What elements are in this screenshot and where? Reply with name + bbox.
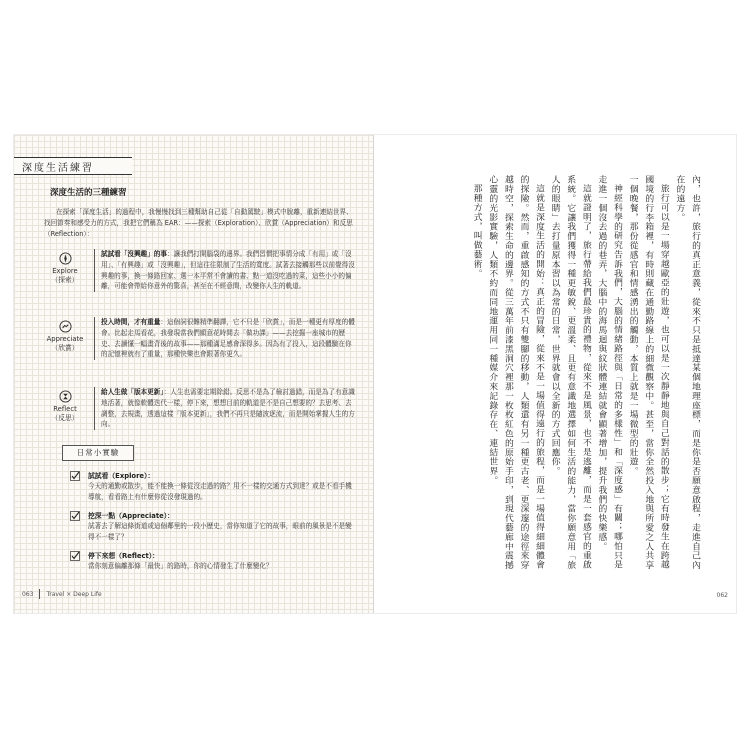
- right-page-number: 062: [716, 592, 728, 599]
- paragraph: 神經科學的研究告訴我們，大腦的情緒路徑與「日常的多樣性」和「深度感」有關；哪怕只是走進一個沒去過的巷弄，大腦中的海馬迴與紋狀體連結就會顯著增加，提升我們的快樂感。: [596, 175, 623, 570]
- paragraph: 旅行可以是一場穿越歐亞的壯遊，也可以是一次靜靜地與自己對話的散步；它有時發生在跨越國境的行李箱裡，有時則藏在通勤路線上的細微觀察中。甚至，當你全然投入地與所愛之人共享一個晚餐，那份從感官和情感湧出的觸動，本質上就是一場微型的壯遊。: [627, 175, 669, 570]
- mode-label-zh: （欣賞）: [51, 344, 79, 352]
- mode-label-zh: （探索）: [51, 276, 79, 284]
- mode-body: ：這個詞很難精準翻譯，它不只是「欣賞」，而是一種更有厚度的體會。比起走馬看花，我發現當我們願意花時間去「做功課」——去挖掘一座城市的歷史、去讀懂一幅畫背後的故事——那種滿足感會深得多。因為有了投入，這段體驗在你的記憶裡就有了重量，那種快樂也會跟著你更久。: [101, 318, 355, 359]
- checkbox-icon: [70, 471, 80, 481]
- book-spread: [14, 135, 736, 613]
- checkbox-icon: [70, 511, 80, 521]
- mode-body: ：人生也需要定期除錯。反思不是為了檢討過錯，而是為了有意識地活著，就像軟體迭代一樣，停下來，想想目前的軌道是不是自己想要的？去思考、去調整，去規畫，透過這樣「版本更新」，我們不再只是隨波逐流，而是開始掌握人生的方向。: [101, 388, 355, 429]
- task-item: [70, 511, 360, 547]
- task-body: 當你刻意偏離那條「最快」的路時，你的心情發生了什麼變化？: [88, 562, 273, 570]
- checkbox-icon: [70, 551, 80, 561]
- mode-label-en: Reflect: [53, 405, 77, 413]
- paragraph: 內，也許，旅行的真正意義，從來不只是抵達某個地理座標，而是你是否願意啟程，走進自己內在的遠方。: [674, 175, 700, 570]
- left-page-number: 063: [22, 590, 34, 598]
- mode-text: [94, 317, 356, 360]
- mode-label-en: Appreciate: [46, 335, 84, 343]
- mode-icon-column: [44, 389, 86, 423]
- mode-text: [94, 249, 356, 292]
- section-title: 深度生活的三種練習: [50, 188, 127, 198]
- hand-icon: [58, 319, 72, 333]
- paragraph: 這就證明了，旅行帶給我們最珍貴的禮物，從來不是風景，也不是逃離，而是一套感官的重啟系統。它讓我們獲得一種更敏銳、更溫柔、且更有意識地選擇如何生活的能力，當你願意用「旅人的眼睛」去打量原本習以為常的日常，世界就會以全新的方式回應你。: [549, 175, 591, 570]
- mode-explore: [44, 249, 356, 305]
- mode-reflect: [44, 387, 356, 435]
- mode-title: 試試看「沒興趣」的事: [101, 250, 167, 258]
- mode-icon-column: [44, 319, 86, 353]
- left-footer: [22, 589, 102, 599]
- right-page: [374, 135, 736, 613]
- task-item: [70, 551, 360, 577]
- page-header: [14, 157, 132, 175]
- page-header-title: 深度生活練習: [22, 162, 94, 174]
- left-page: [14, 135, 374, 613]
- experiment-label: 日常小實驗: [62, 445, 134, 461]
- mode-icon-column: [44, 251, 86, 285]
- task-body: 今天的通勤或散步，能不能換一條從沒走過的路？用不一樣的交通方式到達？或是不看手機導航，看看路上有什麼你從沒發現過的。: [88, 482, 352, 501]
- task-title: 停下來想（Reflect）：: [88, 552, 159, 560]
- mode-appreciate: [44, 317, 356, 373]
- task-item: [70, 471, 360, 507]
- intro-paragraph: 在探索「深度生活」的過程中，我慢慢找到三種幫助自己從「自動駕駛」模式中脫離，重新連結世界、找回節奏和感受力的方式，我把它們稱為 EAR：——探索（Exploration）、欣賞（Appreciation）和反思（Reflection）：: [44, 208, 353, 238]
- mode-title: 給人生做「版本更新」: [101, 388, 164, 396]
- task-body: 試著去了解這條街道或這個鄰里的一段小歷史，當你知道了它的故事，眼前的風景是不是變得不一樣了？: [88, 522, 352, 541]
- task-title: 試試看（Explore）：: [88, 472, 155, 480]
- vertical-body-text: [442, 175, 702, 575]
- mode-label-zh: （反思）: [51, 414, 79, 422]
- compass-icon: [58, 251, 72, 265]
- paragraph: 這就是深度生活的開始：真正的冒險，從來不是一場值得遠行的旅程，而是一場值得細細體會的探險。然而，重啟感知的方式不只有雙腳的移動，人類還有另一種更古老、更深邃的途徑來穿越時空，探索生命的邊界。從三萬年前漆黑洞穴裡那一枚枚紅色的原始手印，到現代藝廊中震撼心靈的光影實驗，人類不約而同地運用同一種媒介來記錄存在、連結世界。: [487, 175, 545, 570]
- hourglass-icon: [58, 389, 72, 403]
- mode-body: ：讓我們打開腦袋的邊界。我們習慣把事情分成「有用」或「沒用」、「有興趣」或「沒興趣」，但這往往限制了生活的寬度。試著去接觸那些以前覺得沒興趣的事，換一條路回家、選一本平常不會讀的書、點一道沒吃過的菜，這些小小的偏離，可能會帶給你意外的驚喜，甚至在不經意間，改變你人生的軌道。: [101, 250, 355, 291]
- running-title: Travel × Deep Life: [46, 590, 102, 598]
- mode-text: [94, 387, 356, 430]
- paragraph: 那種方式，叫做藝術。: [471, 183, 482, 278]
- mode-title: 投入時間，才有重量: [101, 318, 161, 326]
- footer-divider: [39, 589, 40, 599]
- mode-label-en: Explore: [52, 267, 78, 275]
- task-title: 挖深一點（Appreciate）：: [88, 512, 174, 520]
